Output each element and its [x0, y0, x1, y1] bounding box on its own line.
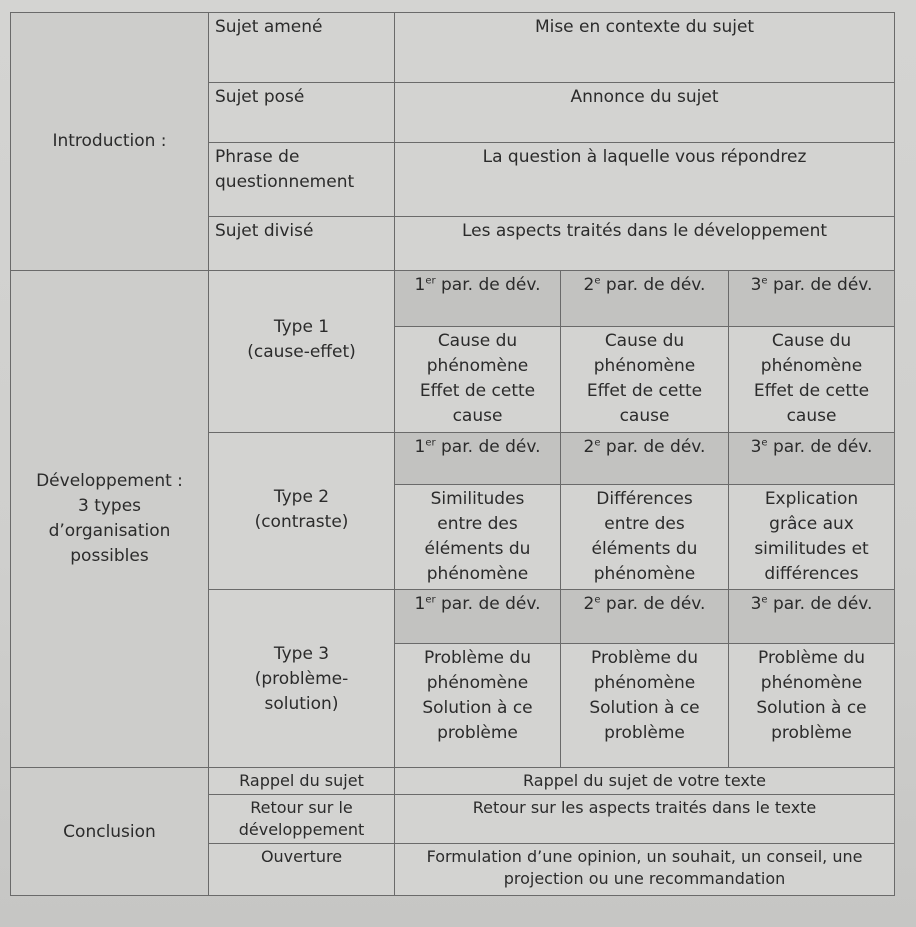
- paragraph-header: [729, 590, 895, 644]
- content-line: problème: [604, 723, 685, 743]
- paragraph-header: [561, 433, 729, 485]
- content-line: éléments du: [591, 539, 698, 559]
- content-line: phénomène: [760, 673, 863, 693]
- term-text: Sujet posé: [215, 87, 305, 107]
- content-line: entre des: [437, 514, 518, 534]
- paragraph-number: 2: [583, 594, 595, 614]
- paragraph-number: 1: [414, 437, 426, 457]
- paragraph-number: 3: [750, 437, 762, 457]
- content-line: grâce aux: [769, 514, 854, 534]
- content-line: Problème du: [424, 648, 531, 668]
- paragraph-ordinal: e: [761, 594, 768, 606]
- content-line: problème: [771, 723, 852, 743]
- paragraph-label: par. de dév.: [435, 594, 541, 614]
- content-line: similitudes et: [754, 539, 869, 559]
- content-line: Similitudes: [430, 489, 525, 509]
- content-line: Effet de cette: [586, 381, 703, 401]
- intro-term: [209, 143, 395, 217]
- paragraph-label: par. de dév.: [435, 437, 541, 457]
- paragraph-ordinal: er: [425, 594, 436, 606]
- description-text: Rappel du sujet de votre texte: [523, 771, 766, 790]
- content-line: phénomène: [426, 356, 529, 376]
- section-label: Introduction :: [52, 131, 167, 151]
- paragraph-number: 2: [583, 437, 595, 457]
- term-text: Rappel du sujet: [239, 771, 364, 790]
- paragraph-header: [561, 590, 729, 644]
- content-line: Cause du: [771, 331, 852, 351]
- paragraph-header: [395, 590, 561, 644]
- content-line: Cause du: [437, 331, 518, 351]
- content-line: Solution à ce: [422, 698, 533, 718]
- content-line: éléments du: [424, 539, 531, 559]
- type-sub: (cause-effet): [247, 342, 356, 362]
- content-line: Effet de cette: [419, 381, 536, 401]
- concl-term: [209, 768, 395, 795]
- paragraph-number: 1: [414, 275, 426, 295]
- paragraph-header: [395, 271, 561, 327]
- section-label-line: Développement :: [36, 471, 183, 491]
- description-text: Formulation d’une opinion, un souhait, un conseil, une projection ou une recommandation: [426, 847, 863, 888]
- paragraph-ordinal: er: [425, 437, 436, 449]
- intro-term: [209, 83, 395, 143]
- paragraph-ordinal: e: [761, 437, 768, 449]
- description-text: Retour sur les aspects traités dans le texte: [472, 798, 817, 817]
- intro-description: [395, 13, 895, 83]
- term-text: Sujet divisé: [215, 221, 314, 241]
- description-text: Annonce du sujet: [570, 87, 719, 107]
- paragraph-content: [729, 327, 895, 433]
- content-line: Effet de cette: [753, 381, 870, 401]
- content-line: phénomène: [593, 356, 696, 376]
- text-plan-table: [10, 12, 895, 896]
- paragraph-content: [561, 485, 729, 590]
- section-developpement: [11, 271, 209, 768]
- section-label: Conclusion: [63, 821, 156, 842]
- description-text: Mise en contexte du sujet: [534, 17, 755, 37]
- type-name: Type 1: [273, 317, 330, 337]
- term-text: Retour sur le développement: [238, 798, 365, 839]
- paragraph-label: par. de dév.: [767, 437, 873, 457]
- concl-term: [209, 844, 395, 896]
- content-line: cause: [786, 406, 837, 426]
- paragraph-label: par. de dév.: [600, 594, 706, 614]
- paragraph-number: 3: [750, 594, 762, 614]
- paragraph-ordinal: e: [594, 275, 601, 287]
- paragraph-ordinal: e: [761, 275, 768, 287]
- type-name: Type 3: [273, 644, 330, 664]
- section-introduction: [11, 13, 209, 271]
- content-line: phénomène: [593, 673, 696, 693]
- description-text: La question à laquelle vous répondrez: [482, 147, 807, 167]
- paragraph-ordinal: e: [594, 437, 601, 449]
- paragraph-header: [395, 433, 561, 485]
- paragraph-header: [561, 271, 729, 327]
- paragraph-content: [395, 327, 561, 433]
- intro-description: [395, 143, 895, 217]
- concl-description: [395, 768, 895, 795]
- content-line: entre des: [604, 514, 685, 534]
- paragraph-label: par. de dév.: [767, 594, 873, 614]
- content-line: problème: [437, 723, 518, 743]
- content-line: phénomène: [426, 673, 529, 693]
- paragraph-number: 1: [414, 594, 426, 614]
- concl-description: [395, 844, 895, 896]
- content-line: cause: [619, 406, 670, 426]
- description-text: Les aspects traités dans le développement: [461, 221, 828, 241]
- section-label-line: d’organisation: [48, 521, 171, 541]
- content-line: Solution à ce: [589, 698, 700, 718]
- paragraph-ordinal: er: [425, 275, 436, 287]
- paragraph-label: par. de dév.: [600, 437, 706, 457]
- intro-description: [395, 83, 895, 143]
- intro-row-sujet-amene: [11, 13, 895, 83]
- section-label-line: possibles: [70, 546, 149, 566]
- paragraph-label: par. de dév.: [767, 275, 873, 295]
- paragraph-content: [395, 485, 561, 590]
- content-line: Problème du: [591, 648, 698, 668]
- concl-description: [395, 795, 895, 844]
- section-conclusion: [11, 768, 209, 896]
- paragraph-content: [561, 327, 729, 433]
- intro-description: [395, 217, 895, 271]
- content-line: Problème du: [758, 648, 865, 668]
- paragraph-header: [729, 271, 895, 327]
- type-label: [209, 590, 395, 768]
- content-line: Explication: [764, 489, 859, 509]
- type-label: [209, 271, 395, 433]
- content-line: Cause du: [604, 331, 685, 351]
- paragraph-content: [729, 644, 895, 768]
- content-line: différences: [764, 564, 859, 584]
- content-line: cause: [452, 406, 503, 426]
- type-sub: (contraste): [254, 512, 349, 532]
- paragraph-content: [729, 485, 895, 590]
- section-label-line: 3 types: [77, 496, 142, 516]
- paragraph-label: par. de dév.: [435, 275, 541, 295]
- intro-term: [209, 217, 395, 271]
- type-sub: (problème-: [254, 669, 349, 689]
- concl-term: [209, 795, 395, 844]
- content-line: phénomène: [593, 564, 696, 584]
- content-line: phénomène: [426, 564, 529, 584]
- content-line: phénomène: [760, 356, 863, 376]
- paragraph-header: [729, 433, 895, 485]
- content-line: Solution à ce: [756, 698, 867, 718]
- paragraph-content: [395, 644, 561, 768]
- content-line: Différences: [596, 489, 693, 509]
- paragraph-number: 3: [750, 275, 762, 295]
- paragraph-number: 2: [583, 275, 595, 295]
- type-name: Type 2: [273, 487, 330, 507]
- term-text: Phrase de questionnement: [215, 147, 355, 192]
- term-text: Ouverture: [260, 847, 343, 866]
- paragraph-label: par. de dév.: [600, 275, 706, 295]
- concl-row-rappel: [11, 768, 895, 795]
- type-label: [209, 433, 395, 590]
- term-text: Sujet amené: [215, 17, 323, 37]
- paragraph-content: [561, 644, 729, 768]
- type-sub: solution): [264, 694, 339, 714]
- paragraph-ordinal: e: [594, 594, 601, 606]
- dev-type1-header-row: [11, 271, 895, 327]
- intro-term: [209, 13, 395, 83]
